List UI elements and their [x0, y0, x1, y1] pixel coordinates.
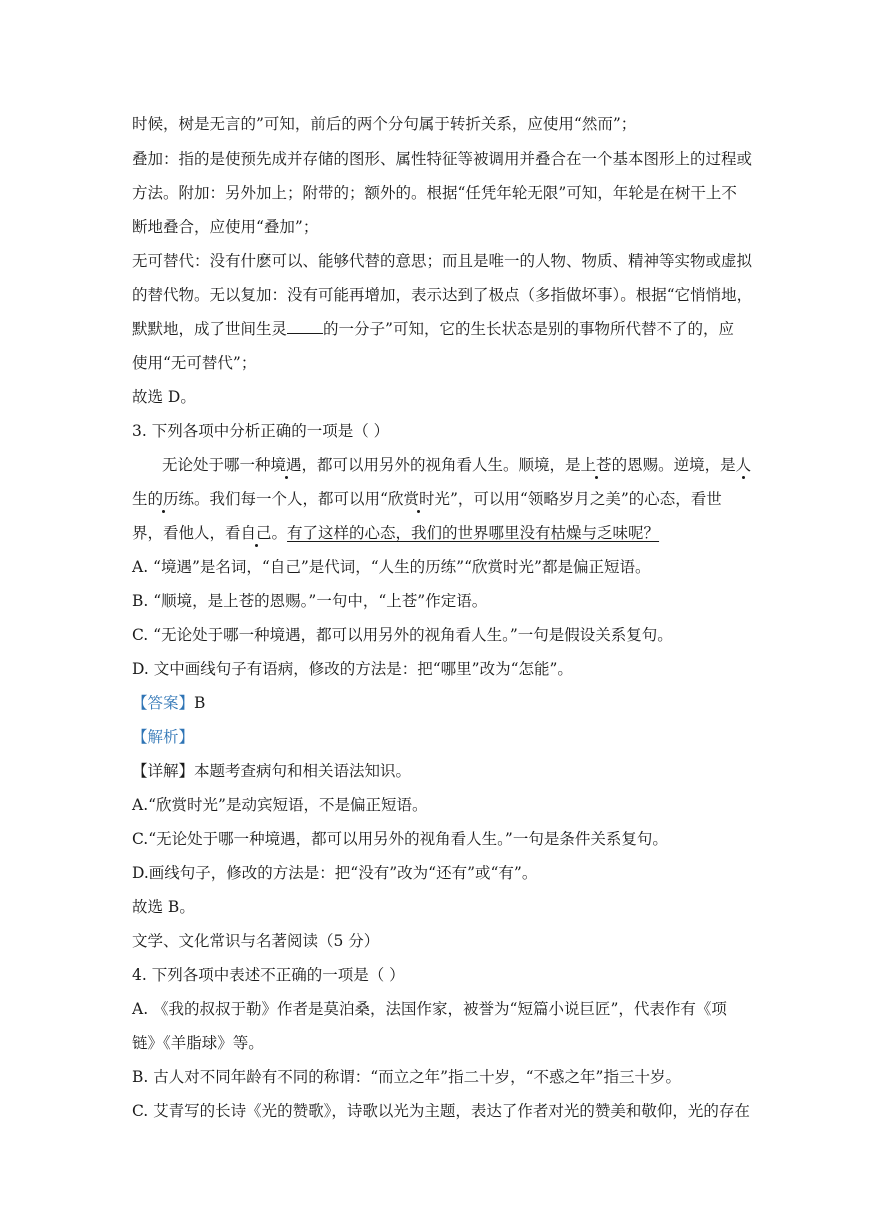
option-a: A. “境遇”是名词，“自己”是代词，“人生的历练”“欣赏时光”都是偏正短语。	[132, 558, 651, 576]
text-line: 无可替代：没有什麽可以、能够代替的意思；而且是唯一的人物、物质、精神等实物或虚拟	[132, 252, 753, 270]
option-a: A. 《我的叔叔于勒》作者是莫泊桑，法国作家，被誉为“短篇小说巨匠”，代表作有《项	[132, 1000, 727, 1018]
detail-line: C.“无论处于哪一种境遇，都可以用另外的视角看人生。”一句是条件关系复句。	[132, 830, 668, 848]
answer-value: B	[194, 694, 206, 712]
fill-blank	[287, 319, 323, 334]
text-segment: 默默地，成了世间生灵	[132, 320, 288, 338]
passage-line	[132, 489, 744, 509]
option-a-cont: 链》《羊脂球》等。	[132, 1034, 264, 1052]
text-segment: 界，看他人，看	[132, 524, 241, 542]
text-line: 叠加：指的是使预先成并存储的图形、属性特征等被调用并叠合在一个基本图形上的过程或	[132, 150, 753, 168]
detail-line: A.“欣赏时光”是动宾短语，不是偏正短语。	[132, 796, 428, 814]
text-line: 断地叠合，应使用“叠加”；	[132, 218, 319, 236]
dotted-word: 自己	[240, 524, 272, 542]
text-line: 故选 B。	[132, 898, 195, 916]
text-line: 故选 D。	[132, 388, 196, 406]
dotted-word: 境遇	[270, 456, 302, 474]
text-segment: ，都可以用另外的视角看人生。顺境，是	[301, 456, 581, 474]
text-line: 使用“无可替代”；	[132, 354, 257, 372]
option-b: B. “顺境，是上苍的恩赐。”一句中，“上苍”作定语。	[132, 592, 488, 610]
text-line: 方法。附加：另外加上；附带的；额外的。根据“任凭年轮无限”可知，年轮是在树干上不	[132, 184, 737, 202]
text-line	[132, 319, 744, 339]
text-segment: 。我们每一个人，都可以用“	[194, 490, 388, 508]
answer-label: 【答案】	[132, 694, 195, 712]
answer-line	[132, 693, 744, 713]
section-heading: 文学、文化常识与名著阅读（5 分）	[132, 932, 380, 950]
text-segment: ”，可以用“领略岁月之美”的心态，看世	[449, 490, 722, 508]
underlined-sentence: 有了这样的心态，我们的世界哪里没有枯燥与乏味呢？	[287, 524, 660, 542]
analysis-label: 【解析】	[132, 728, 195, 746]
detail-heading: 【详解】本题考查病句和相关语法知识。	[132, 762, 412, 780]
dotted-word: 人	[735, 456, 752, 474]
passage-line	[162, 455, 752, 475]
dotted-word: 上苍	[580, 456, 612, 474]
option-c: C. 艾青写的长诗《光的赞歌》，诗歌以光为主题，表达了作者对光的赞美和敬仰，光的存在	[132, 1102, 750, 1120]
text-line: 时候，树是无言的”可知，前后的两个分句属于转折关系，应使用“然而”；	[132, 115, 637, 133]
detail-line: D.画线句子，修改的方法是：把“没有”改为“还有”或“有”。	[132, 864, 538, 882]
text-line: 的替代物。无以复加：没有可能再增加，表示达到了极点（多指做坏事）。根据“它悄悄地，	[132, 286, 753, 304]
option-c: C. “无论处于哪一种境遇，都可以用另外的视角看人生。”一句是假设关系复句。	[132, 626, 673, 644]
dotted-word: 生的历练	[132, 490, 195, 508]
text-segment: 。	[271, 524, 288, 542]
dotted-word: 欣赏时光	[387, 490, 450, 508]
text-segment: 的恩赐。逆境，是	[611, 456, 736, 474]
question-4-stem: 4. 下列各项中表述不正确的一项是（ ）	[132, 966, 405, 984]
passage-line	[132, 523, 744, 543]
option-d: D. 文中画线句子有语病，修改的方法是：把“哪里”改为“怎能”。	[132, 660, 573, 678]
text-segment: 的一分子”可知，它的生长状态是别的事物所代替不了的，应	[323, 320, 734, 338]
question-3-stem: 3. 下列各项中分析正确的一项是（ ）	[132, 422, 390, 440]
text-segment: 无论处于哪一种	[162, 456, 271, 474]
option-b: B. 古人对不同年龄有不同的称谓：“而立之年”指二十岁，“不惑之年”指三十岁。	[132, 1068, 681, 1086]
